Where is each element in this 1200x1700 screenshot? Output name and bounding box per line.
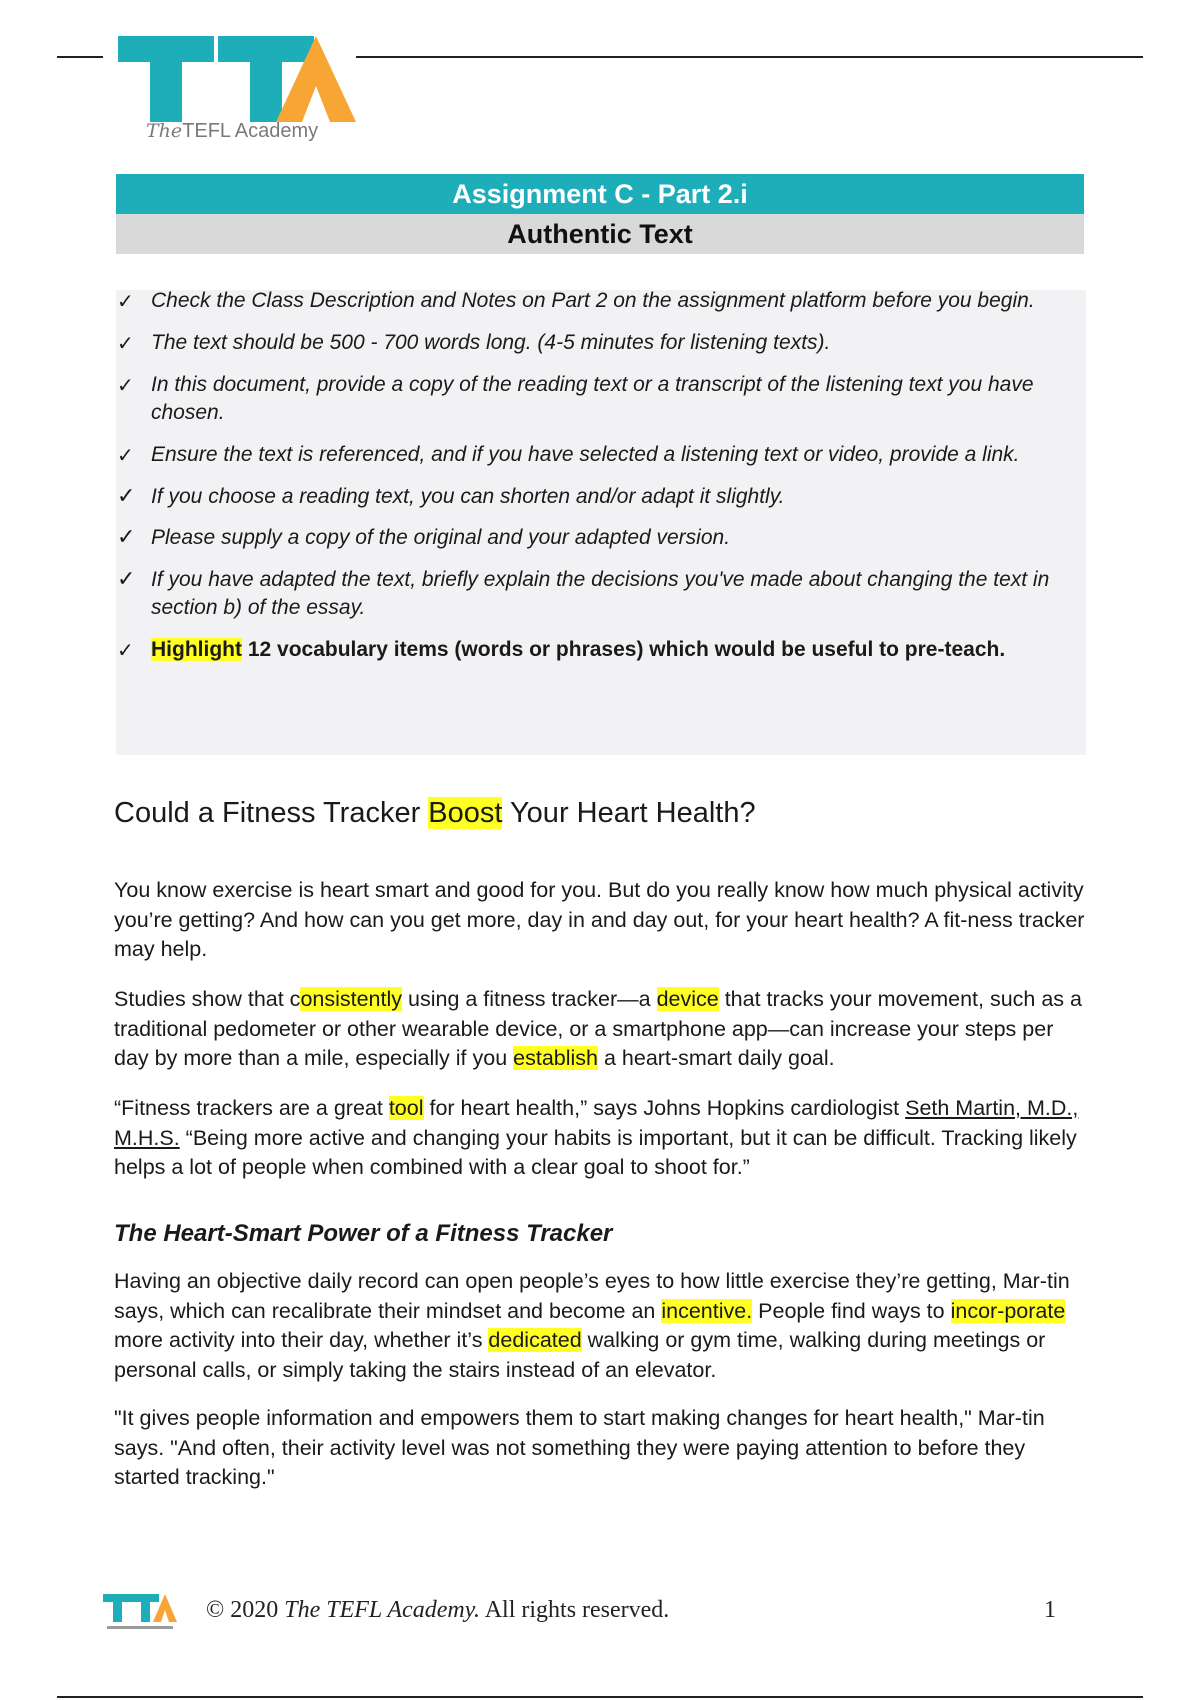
logo-letter-t1 xyxy=(118,36,214,122)
page-number: 1 xyxy=(1044,1597,1056,1623)
checklist-item: ✓ Ensure the text is referenced, and if you have selected a listening text or video, provide a link. xyxy=(117,443,1020,467)
highlighted-word: Boost xyxy=(428,797,503,829)
bottom-rule xyxy=(57,1696,1143,1698)
checkmark-icon: ✓ xyxy=(117,525,136,550)
top-rule-right xyxy=(356,56,1143,58)
checkmark-icon: ✓ xyxy=(117,484,136,509)
checklist-item: ✓ Highlight 12 vocabulary items (words or phrases) which would be useful to pre-teach. xyxy=(117,638,1006,662)
highlighted-word: incentive. xyxy=(661,1298,753,1323)
article-paragraph-2: Studies show that consistently using a fitness tracker—a device that tracks your movement, such as a traditional pedometer or other wearable device, or a smartphone app—can increase your steps per day by more than a mile, especially if you establish a heart-smart daily goal. xyxy=(114,987,1082,1070)
section-heading: The Heart-Smart Power of a Fitness Tracker xyxy=(114,1220,613,1247)
footer-copyright: © 2020 The TEFL Academy. All rights reserved. xyxy=(206,1597,670,1623)
highlighted-word: dedicated xyxy=(488,1328,582,1352)
checklist-item: ✓ If you have adapted the text, briefly explain the decisions you've made about changing the text in section b) of the essay. xyxy=(116,566,1086,622)
checklist-item: ✓ Check the Class Description and Notes on Part 2 on the assignment platform before you begin. xyxy=(117,289,1035,313)
checklist-item: ✓ Please supply a copy of the original and your adapted version. xyxy=(117,525,731,550)
highlighted-word: establish xyxy=(513,1046,598,1070)
highlighted-word: device xyxy=(656,987,719,1011)
highlighted-word: onsistently xyxy=(300,987,403,1011)
highlighted-word: incor-porate xyxy=(950,1298,1066,1323)
logo-caption xyxy=(146,120,318,143)
checkmark-icon: ✓ xyxy=(117,289,134,313)
logo-caption-rest: TEFL Academy xyxy=(182,120,319,142)
checkmark-icon: ✓ xyxy=(117,638,134,662)
highlighted-word: tool xyxy=(388,1096,424,1120)
highlighted-word: Highlight xyxy=(151,638,242,661)
checklist-item: ✓ If you choose a reading text, you can shorten and/or adapt it slightly. xyxy=(117,484,785,509)
checkmark-icon: ✓ xyxy=(117,567,136,592)
checklist-item: ✓ In this document, provide a copy of the reading text or a transcript of the listening text you have chosen. xyxy=(116,371,1086,427)
top-rule-left xyxy=(57,56,103,58)
article-paragraph-3: “Fitness trackers are a great tool for heart health,” says Johns Hopkins cardiologist Seth Martin, M.D., M.H.S. “Being more active and changing your habits is important, but it can be difficult. Tracking likely helps a lot of people when combined with a clear goal to shoot for.” xyxy=(114,1096,1079,1179)
assignment-subtitle: Authentic Text xyxy=(116,214,1084,254)
article-paragraph-4: Having an objective daily record can open people’s eyes to how little exercise they’re getting, Mar-tin says, which can recalibrate their mindset and become an incentive. People find ways to incor-porate more activity into their day, whether it’s dedicated walking or gym time, walking during meetings or personal calls, or simply taking the stairs instead of an elevator. xyxy=(114,1269,1070,1382)
checklist-item: ✓ The text should be 500 - 700 words long. (4-5 minutes for listening texts). xyxy=(117,331,831,355)
logo-caption-the: The xyxy=(146,120,183,142)
cardiologist-link[interactable]: Seth Martin, M.D., M.H.S. xyxy=(114,1096,1079,1150)
assignment-title: Assignment C - Part 2.i xyxy=(116,174,1084,214)
checkmark-icon: ✓ xyxy=(117,443,134,467)
instructions-checklist xyxy=(116,290,1086,755)
checkmark-icon: ✓ xyxy=(117,373,134,397)
article-paragraph-1: You know exercise is heart smart and good for you. But do you really know how much physical activity you’re getting? And how can you get more, day in and day out, for your heart health? A fit-ness tracker may help. xyxy=(114,878,1085,961)
article-paragraph-5: "It gives people information and empowers them to start making changes for heart health," Mar-tin says. "And often, their activity level was not something they were paying attention to before they started tracking." xyxy=(114,1406,1045,1489)
article-title: Could a Fitness Tracker Boost Your Heart Health? xyxy=(114,797,756,829)
checkmark-icon: ✓ xyxy=(117,331,134,355)
footer-tta-logo xyxy=(103,1590,183,1634)
